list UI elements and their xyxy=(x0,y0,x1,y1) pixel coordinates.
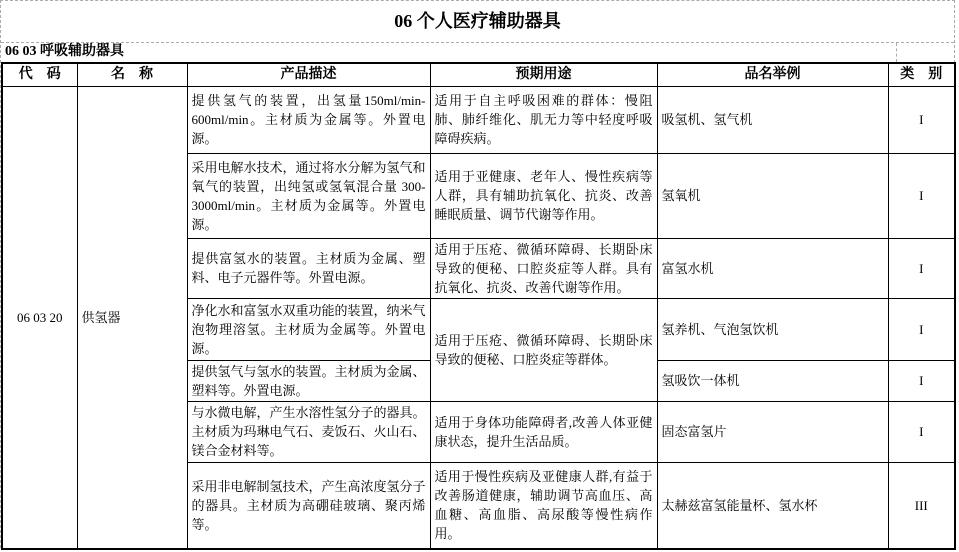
category-cell: I xyxy=(888,360,955,401)
header-examples: 品名举例 xyxy=(657,63,888,86)
category-cell: I xyxy=(888,86,955,153)
classification-table xyxy=(1,62,956,550)
intended-use-cell: 适用于压疮、微循环障碍、长期卧床导致的便秘、口腔炎症等人群。具有抗氧化、抗炎、改善代谢等作用。 xyxy=(430,238,657,298)
description-cell: 净化水和富氢水双重功能的装置，纳米气泡物理溶氢。主材质为金属等。外置电源。 xyxy=(187,298,430,360)
examples-cell: 太赫兹富氢能量杯、氢水杯 xyxy=(657,462,888,549)
header-intended-use: 预期用途 xyxy=(430,63,657,86)
header-description: 产品描述 xyxy=(187,63,430,86)
code-cell: 06 03 20 xyxy=(2,86,77,549)
description-cell: 提供氢气与氢水的装置。主材质为金属、塑料等。外置电源。 xyxy=(187,360,430,401)
category-cell: III xyxy=(888,462,955,549)
page-title: 06 个人医疗辅助器具 xyxy=(1,1,954,43)
examples-cell: 氢吸饮一体机 xyxy=(657,360,888,401)
description-cell: 采用电解水技术，通过将水分解为氢气和氧气的装置，出纯氢或氢氧混合量 300-3000ml/min。主材质为金属等。外置电源。 xyxy=(187,153,430,238)
intended-use-cell: 适用于自主呼吸困难的群体：慢阻肺、肺纤维化、肌无力等中轻度呼吸障碍疾病。 xyxy=(430,86,657,153)
category-cell: I xyxy=(888,401,955,462)
intended-use-cell: 适用于身体功能障碍者,改善人体亚健康状态，提升生活品质。 xyxy=(430,401,657,462)
table-header-row xyxy=(2,63,955,86)
examples-cell: 氢养机、气泡氢饮机 xyxy=(657,298,888,360)
intended-use-cell-merged: 适用于压疮、微循环障碍、长期卧床导致的便秘、口腔炎症等群体。 xyxy=(430,298,657,401)
category-cell: I xyxy=(888,238,955,298)
header-category: 类 别 xyxy=(888,63,955,86)
description-cell: 采用非电解制氢技术，产生高浓度氢分子的器具。主材质为高硼硅玻璃、聚丙烯等。 xyxy=(187,462,430,549)
examples-cell: 氢氧机 xyxy=(657,153,888,238)
category-cell: I xyxy=(888,153,955,238)
description-cell: 与水微电解，产生水溶性氢分子的器具。主材质为玛琳电气石、麦饭石、火山石、镁合金材料等。 xyxy=(187,401,430,462)
name-cell: 供氢器 xyxy=(77,86,187,549)
examples-cell: 吸氢机、氢气机 xyxy=(657,86,888,153)
table-row xyxy=(2,86,955,153)
page-break-line xyxy=(896,43,897,62)
category-cell: I xyxy=(888,298,955,360)
header-name: 名 称 xyxy=(77,63,187,86)
description-cell: 提供氢气的装置，出氢量150ml/min-600ml/min。主材质为金属等。外置电源。 xyxy=(187,86,430,153)
intended-use-cell: 适用于亚健康、老年人、慢性疾病等人群，具有辅助抗氧化、抗炎、改善睡眠质量、调节代谢等作用。 xyxy=(430,153,657,238)
section-header xyxy=(1,43,954,62)
examples-cell: 富氢水机 xyxy=(657,238,888,298)
section-title: 06 03 呼吸辅助器具 xyxy=(5,44,124,59)
description-cell: 提供富氢水的装置。主材质为金属、塑料、电子元器件等。外置电源。 xyxy=(187,238,430,298)
examples-cell: 固态富氢片 xyxy=(657,401,888,462)
header-code: 代 码 xyxy=(2,63,77,86)
intended-use-cell: 适用于慢性疾病及亚健康人群,有益于改善肠道健康，辅助调节高血压、高血糖、高血脂、高尿酸等慢性病作用。 xyxy=(430,462,657,549)
